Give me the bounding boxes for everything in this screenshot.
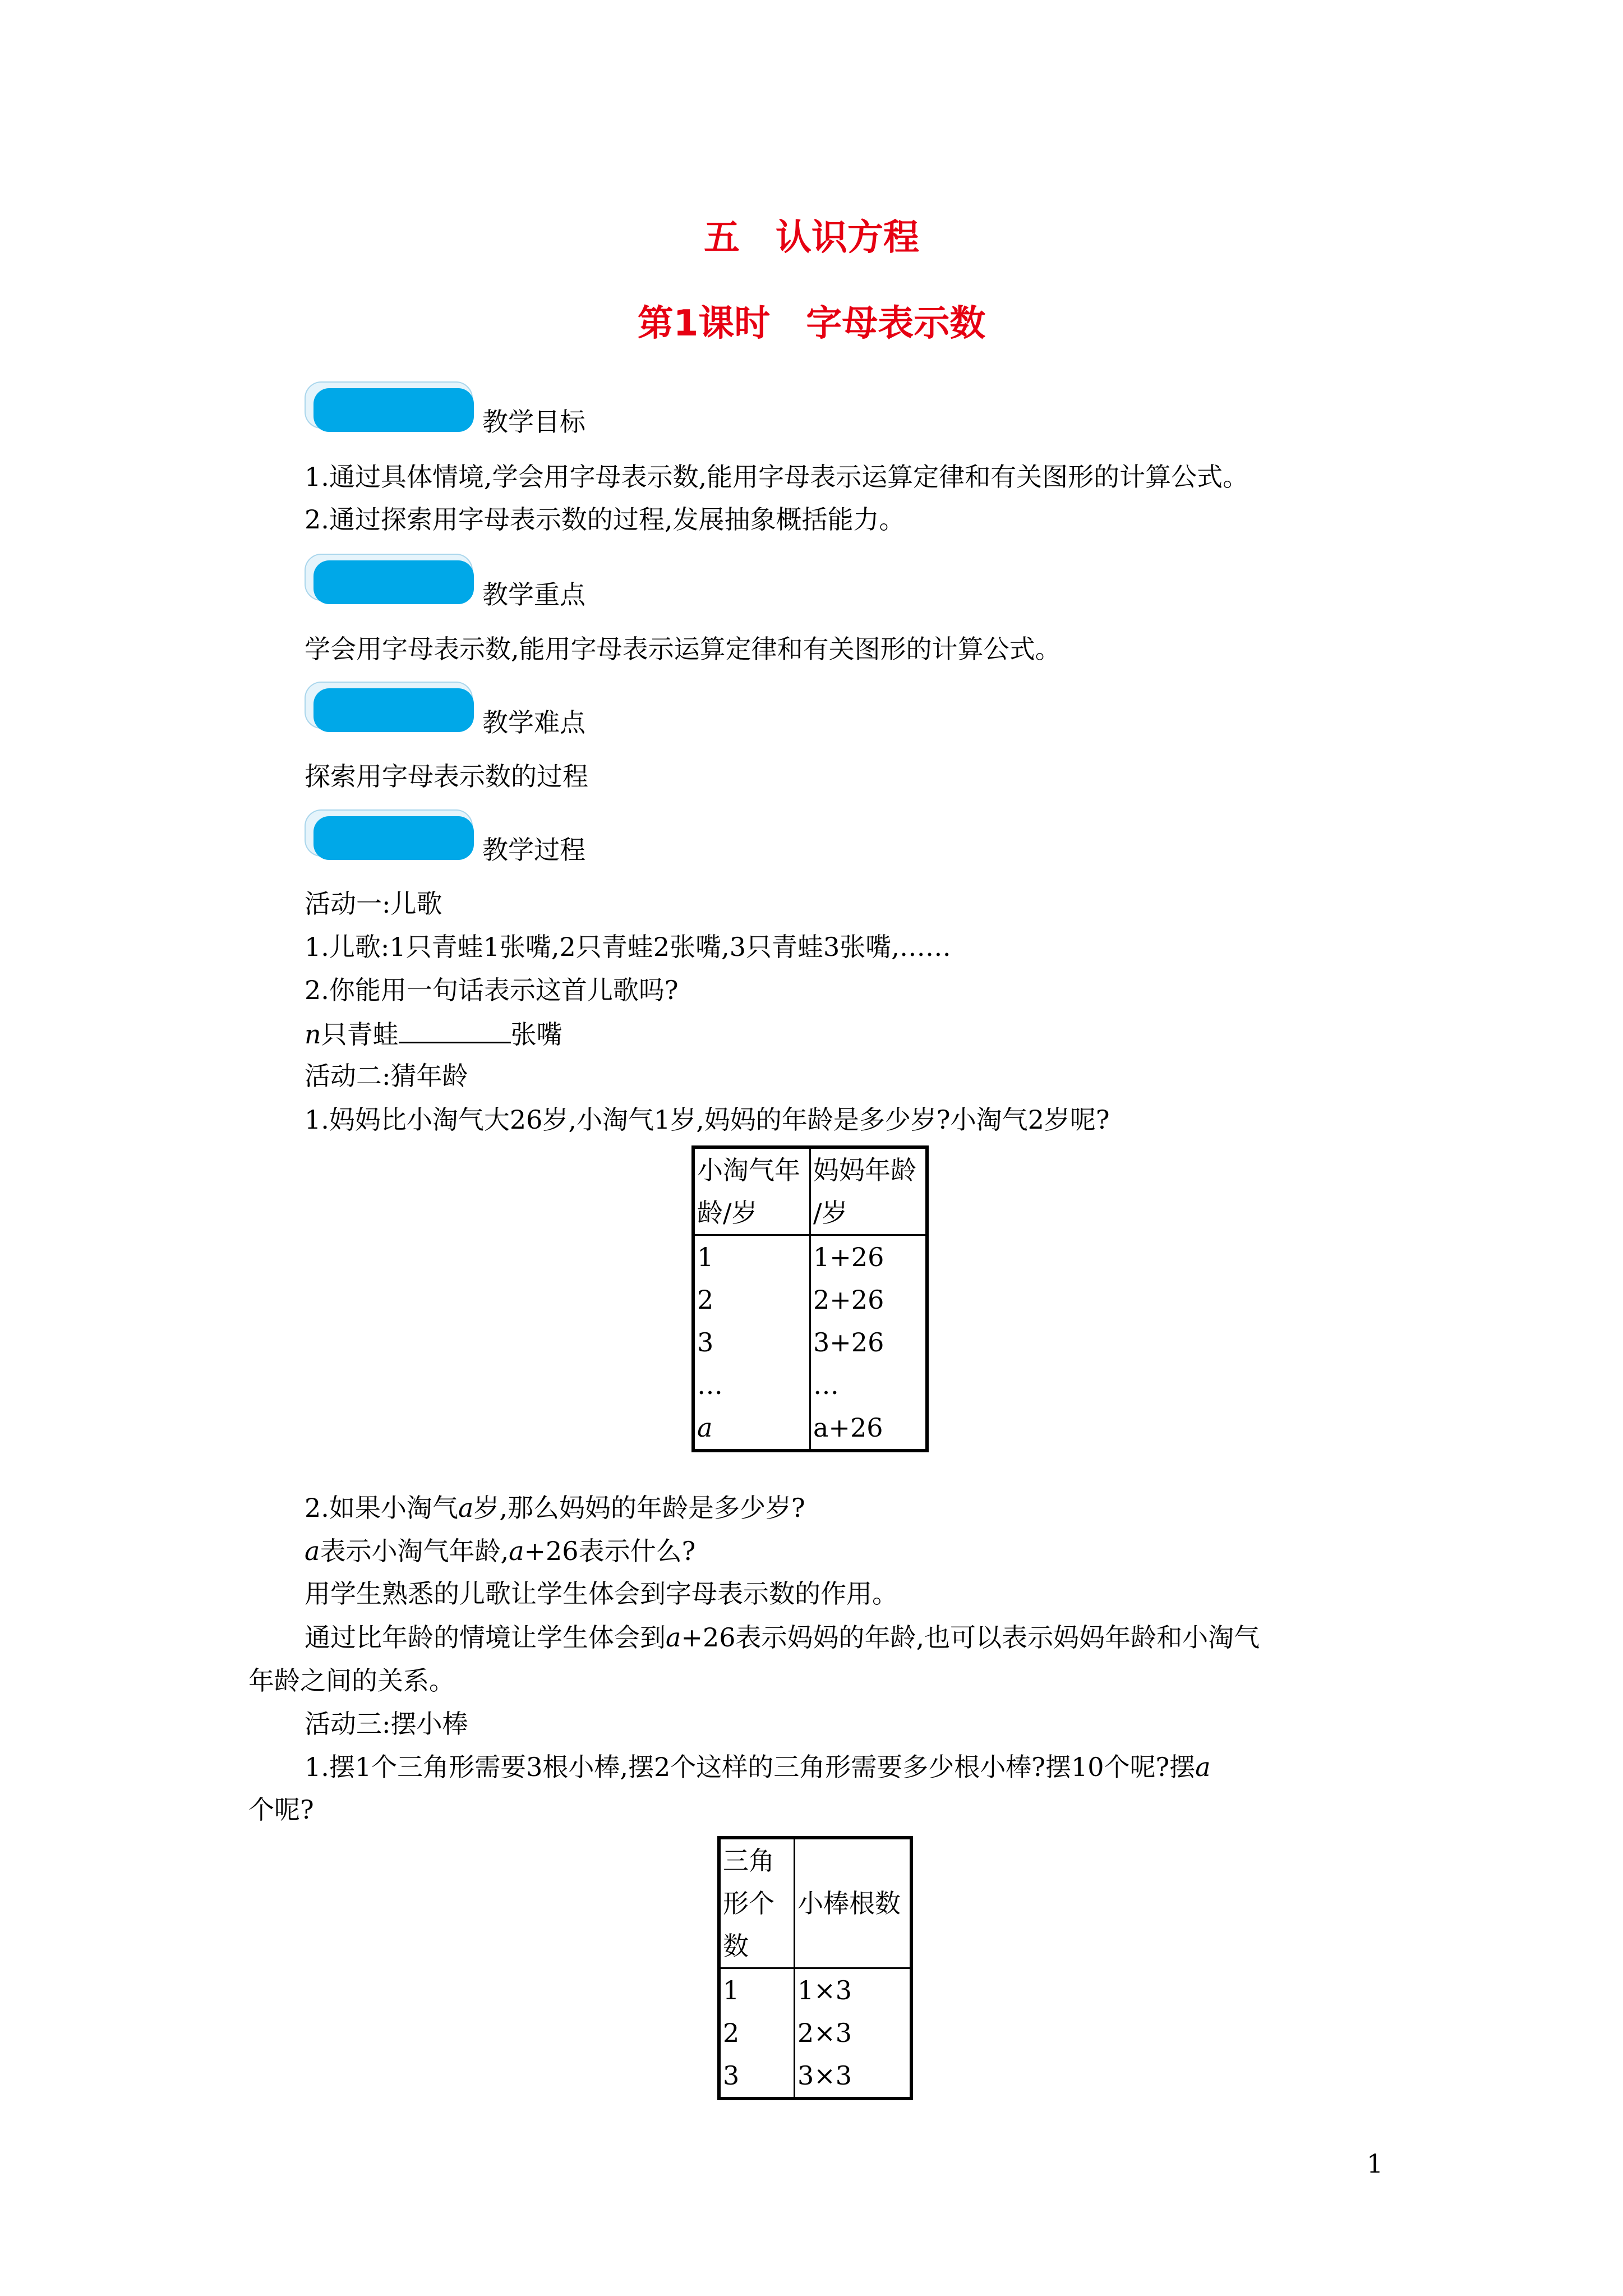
- table-cell: 1×3 2×3 3×3: [795, 1968, 912, 2099]
- teaching-note: 通过比年龄的情境让学生体会到a+26表示妈妈的年龄,也可以表示妈妈年龄和小淘气: [305, 1622, 1260, 1653]
- table-cell: 1 2 3 … a: [693, 1235, 810, 1451]
- section-difficulties-heading: 教学难点: [482, 707, 585, 738]
- fill-blank: [399, 1020, 511, 1043]
- section-badge: [305, 554, 474, 604]
- header-line: 小淘气年: [697, 1155, 800, 1185]
- variable-a: a: [458, 1493, 474, 1523]
- table-header-cell: 三角 形个 数: [719, 1838, 795, 1968]
- section-objectives-heading: 教学目标: [482, 407, 585, 437]
- text: 只青蛙: [321, 1019, 399, 1050]
- key-points-text: 学会用字母表示数,能用字母表示运算定律和有关图形的计算公式。: [305, 634, 1061, 664]
- section-badge: [305, 809, 474, 860]
- activity-heading: 活动三:摆小棒: [305, 1709, 468, 1739]
- page-number: 1: [1367, 2148, 1384, 2179]
- teaching-note: 年龄之间的关系。: [248, 1665, 455, 1696]
- variable-a: a: [666, 1622, 681, 1653]
- section-key-points-heading: 教学重点: [482, 579, 585, 610]
- activity-heading: 活动二:猜年龄: [305, 1061, 468, 1091]
- triangle-table: [717, 1836, 913, 2100]
- section-badge: [305, 381, 474, 432]
- variable-a: a: [305, 1536, 320, 1566]
- table-header-cell: [693, 1147, 810, 1235]
- unit-title: 五 认识方程: [704, 217, 919, 259]
- activity3-line: 1.摆1个三角形需要3根小棒,摆2个这样的三角形需要多少根小棒?摆10个呢?摆a: [305, 1752, 1211, 1782]
- activity2-line: 2.如果小淘气a岁,那么妈妈的年龄是多少岁?: [305, 1493, 805, 1523]
- table-header-row: [719, 1838, 911, 1968]
- objective-item: 1.通过具体情境,学会用字母表示数,能用字母表示运算定律和有关图形的计算公式。: [305, 462, 1249, 492]
- activity2-line: 1.妈妈比小淘气大26岁,小淘气1岁,妈妈的年龄是多少岁?小淘气2岁呢?: [305, 1105, 1110, 1135]
- activity1-fill-blank-line: [305, 1019, 562, 1050]
- section-process-heading: 教学过程: [482, 835, 585, 865]
- variable-n: n: [305, 1019, 321, 1050]
- text: 张嘴: [510, 1019, 562, 1050]
- lesson-title: 第1课时 字母表示数: [637, 303, 986, 344]
- variable-a: a: [1195, 1752, 1211, 1782]
- table-header-cell: 小棒根数: [795, 1838, 912, 1968]
- activity2-line: a表示小淘气年龄,a+26表示什么?: [305, 1536, 696, 1566]
- activity-heading: 活动一:儿歌: [305, 889, 442, 919]
- table-header-row: [693, 1147, 927, 1235]
- activity1-line: 2.你能用一句话表示这首儿歌吗?: [305, 975, 679, 1005]
- objective-item: 2.通过探索用字母表示数的过程,发展抽象概括能力。: [305, 504, 905, 535]
- table-row: [719, 1968, 911, 2099]
- table-header-cell: [810, 1147, 928, 1235]
- header-line: 妈妈年龄: [813, 1155, 916, 1185]
- teaching-note: 用学生熟悉的儿歌让学生体会到字母表示数的作用。: [305, 1579, 898, 1609]
- table-row: [693, 1235, 927, 1451]
- table-cell: 1 2 3: [719, 1968, 795, 2099]
- activity3-line: 个呢?: [248, 1795, 314, 1825]
- variable-a: a: [509, 1536, 524, 1566]
- table-cell: 1+26 2+26 3+26 … a+26: [810, 1235, 928, 1451]
- age-table: [691, 1145, 929, 1452]
- variable-a: a: [697, 1412, 713, 1443]
- section-badge: [305, 682, 474, 732]
- header-line: 龄/岁: [697, 1198, 758, 1228]
- activity1-line: 1.儿歌:1只青蛙1张嘴,2只青蛙2张嘴,3只青蛙3张嘴,……: [305, 932, 951, 962]
- difficulties-text: 探索用字母表示数的过程: [305, 761, 588, 792]
- header-line: /岁: [813, 1198, 848, 1228]
